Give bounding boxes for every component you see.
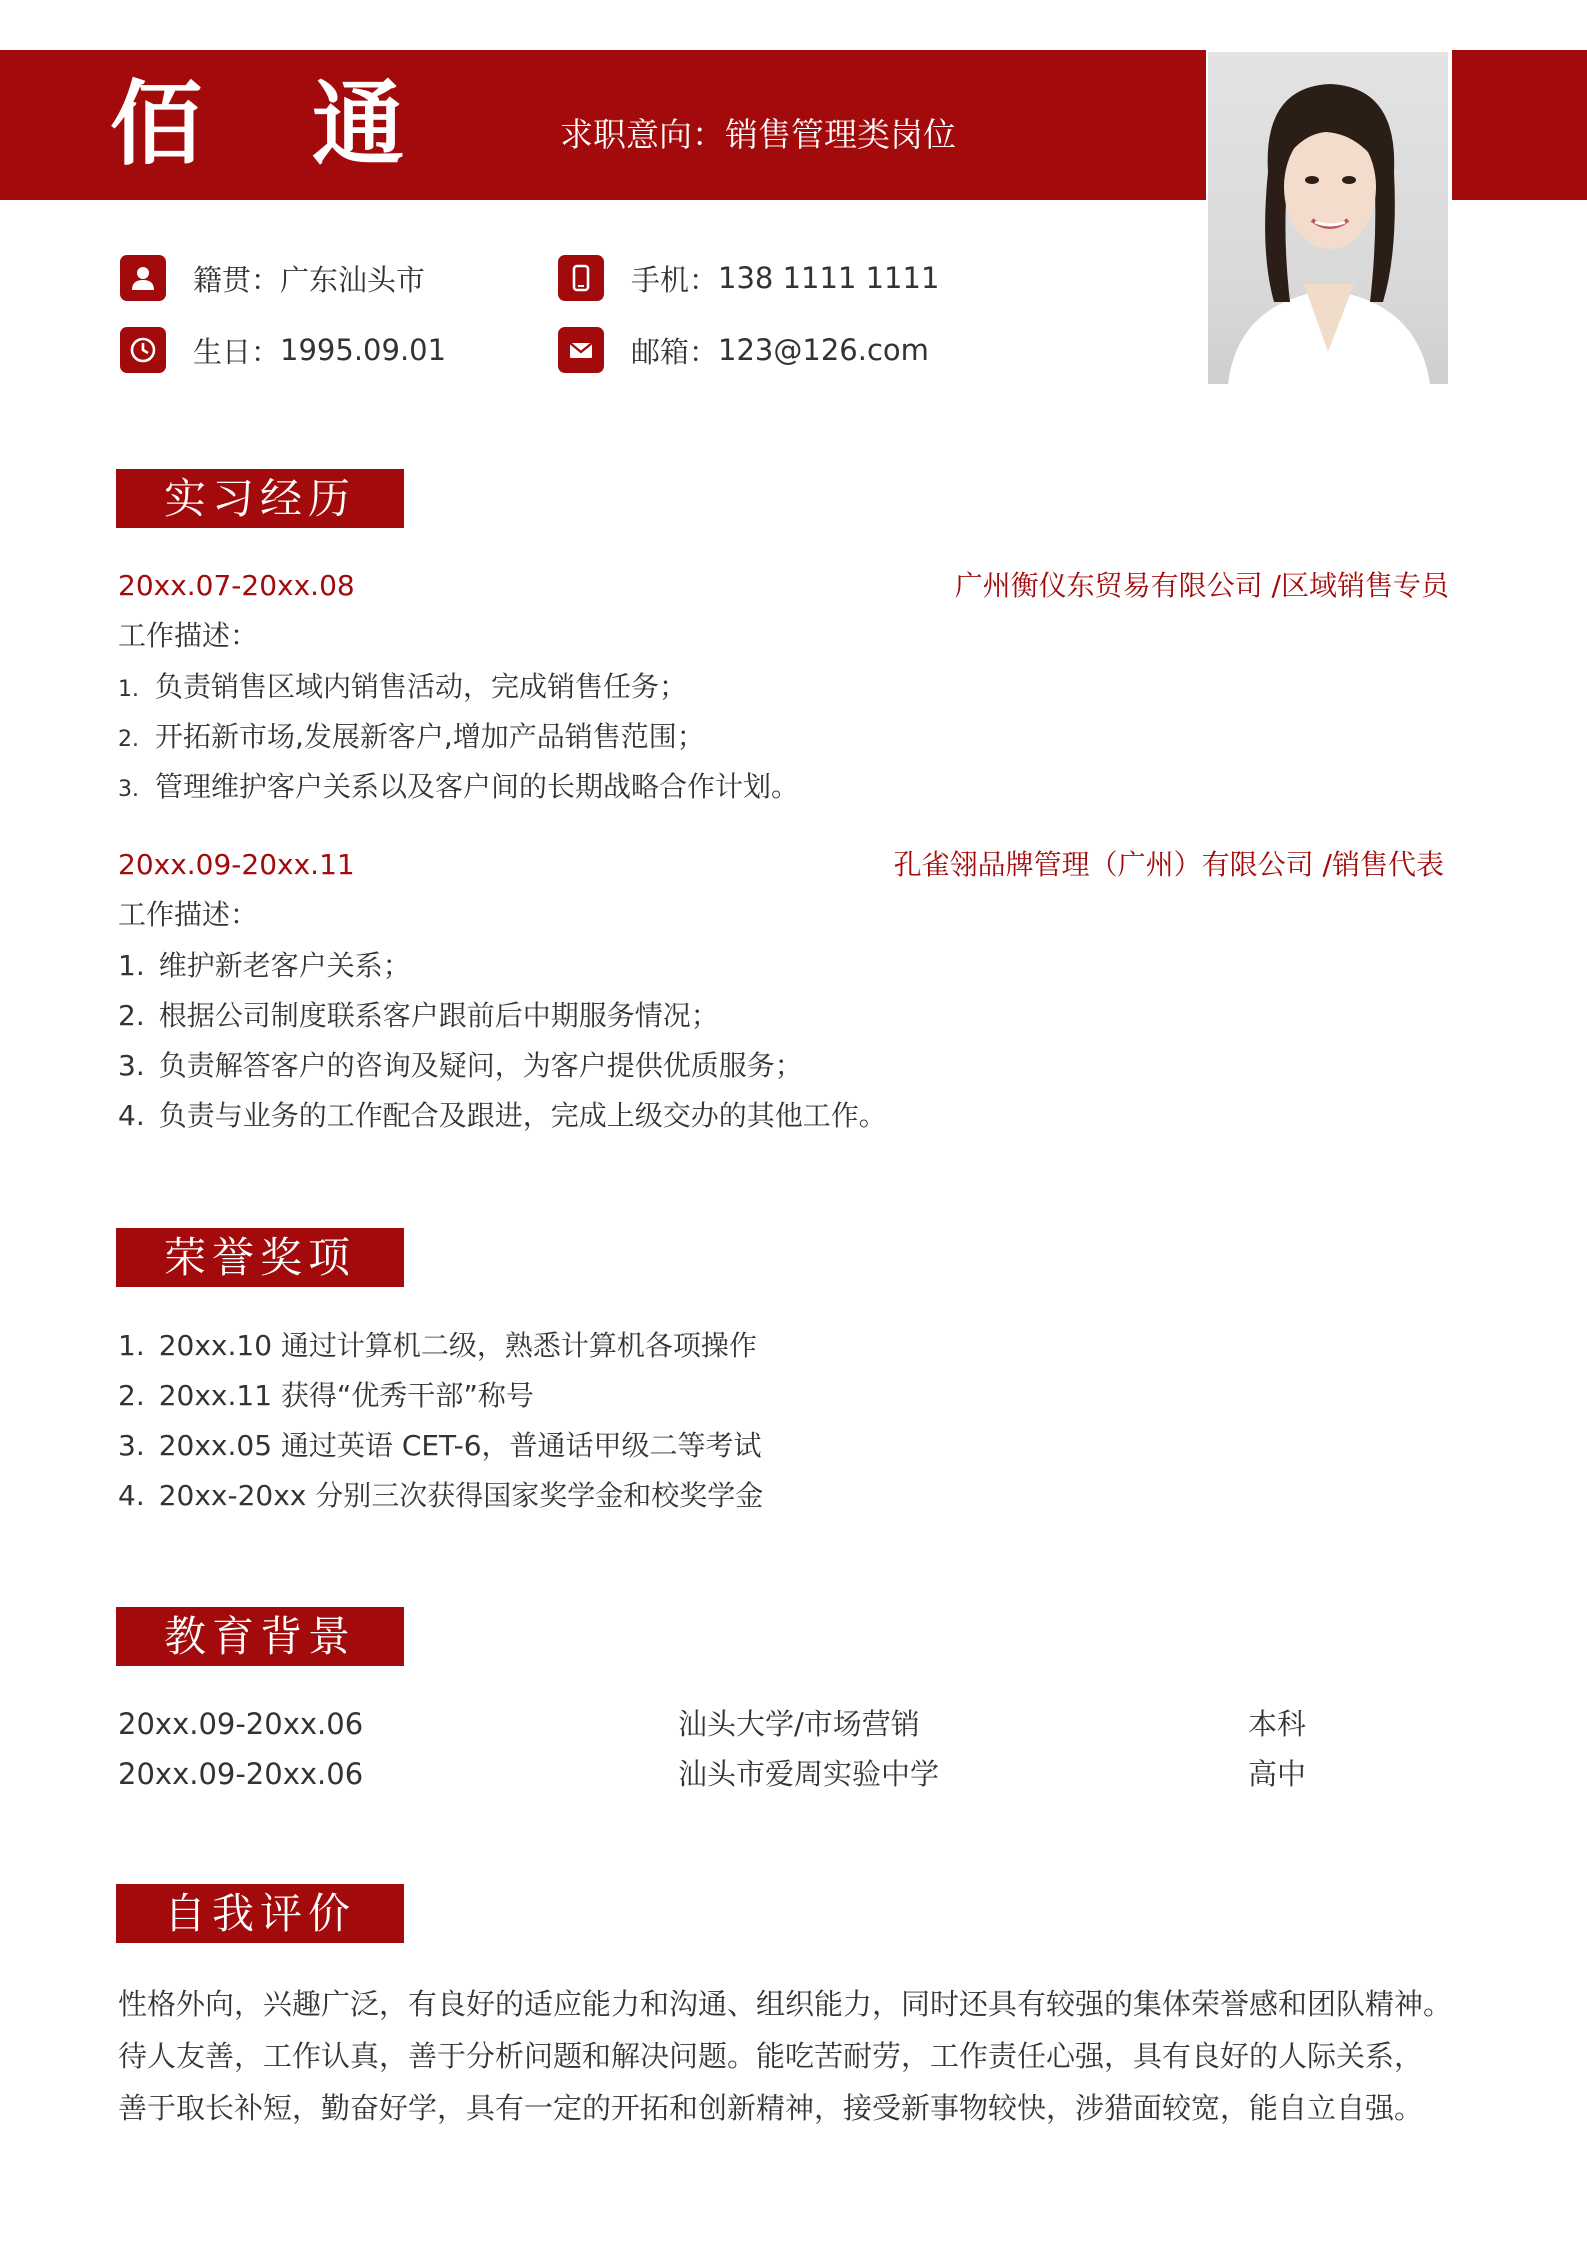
info-phone-label: 手机： <box>631 262 719 297</box>
job-intent-value: 销售管理类岗位 <box>725 115 956 154</box>
section-title-honors: 荣誉奖项 <box>116 1228 404 1287</box>
clock-icon <box>120 327 166 373</box>
job-2-company: 孔雀翎品牌管理（广州）有限公司 /销售代表 <box>893 848 1444 881</box>
item-num: 1. <box>118 677 139 702</box>
info-email <box>558 326 929 374</box>
item-text: 负责与业务的工作配合及跟进，完成上级交办的其他工作。 <box>158 1099 887 1132</box>
job-intent <box>560 105 956 165</box>
edu-2-degree: 高中 <box>1248 1757 1307 1791</box>
profile-photo <box>1208 52 1448 384</box>
item-num: 2. <box>118 999 145 1032</box>
item-text: 20xx.10 通过计算机二级，熟悉计算机各项操作 <box>158 1329 757 1362</box>
info-email-label: 邮箱： <box>631 334 719 369</box>
item-text: 维护新老客户关系； <box>158 949 411 982</box>
edu-2-school: 汕头市爱周实验中学 <box>678 1757 940 1791</box>
info-birthday-value: 1995.09.01 <box>280 333 447 367</box>
user-icon <box>120 255 166 301</box>
info-email-value[interactable]: 123@126.com <box>718 333 929 367</box>
item-text: 开拓新市场,发展新客户,增加产品销售范围； <box>155 720 705 753</box>
info-birthday-label: 生日： <box>193 334 281 369</box>
edu-1-dates: 20xx.09-20xx.06 <box>118 1707 364 1741</box>
info-phone-value[interactable]: 138 1111 1111 <box>718 261 940 295</box>
self-eval-line: 待人友善，工作认真，善于分析问题和解决问题。能吃苦耐劳，工作责任心强，具有良好的人际关系， <box>118 2039 1424 2073</box>
item-num: 3. <box>118 1049 145 1082</box>
info-phone <box>558 254 939 302</box>
job-1-item <box>118 767 799 810</box>
job-2-dates: 20xx.09-20xx.11 <box>118 848 355 881</box>
item-text: 管理维护客户关系以及客户间的长期战略合作计划。 <box>155 770 800 803</box>
self-eval-line: 善于取长补短，勤奋好学，具有一定的开拓和创新精神，接受新事物较快，涉猎面较宽，能自立自强。 <box>118 2091 1424 2125</box>
job-1-company: 广州衡仪东贸易有限公司 /区域销售专员 <box>954 569 1449 602</box>
item-num: 1. <box>118 949 145 982</box>
section-title-self-eval: 自我评价 <box>116 1884 404 1943</box>
honor-item <box>118 1426 762 1466</box>
item-num: 1. <box>118 1329 145 1362</box>
header-bar-right <box>1452 50 1587 200</box>
item-num: 4. <box>118 1479 145 1512</box>
self-eval-line: 性格外向，兴趣广泛，有良好的适应能力和沟通、组织能力，同时还具有较强的集体荣誉感和团队精神。 <box>118 1987 1453 2021</box>
job-1-desc-label: 工作描述： <box>118 619 259 652</box>
item-text: 20xx.11 获得“优秀干部”称号 <box>158 1379 534 1412</box>
honor-item <box>118 1326 757 1366</box>
info-birthday <box>120 326 446 374</box>
info-hometown-value: 广东汕头市 <box>280 262 426 297</box>
honor-item <box>118 1476 763 1516</box>
job-intent-label: 求职意向： <box>560 115 725 154</box>
section-title-education: 教育背景 <box>116 1607 404 1666</box>
mail-icon <box>558 327 604 373</box>
item-text: 20xx.05 通过英语 CET-6，普通话甲级二等考试 <box>158 1429 762 1462</box>
item-text: 20xx-20xx 分别三次获得国家奖学金和校奖学金 <box>158 1479 764 1512</box>
item-num: 2. <box>118 727 139 752</box>
portrait-illustration <box>1208 52 1448 384</box>
item-num: 4. <box>118 1099 145 1132</box>
section-title-internship: 实习经历 <box>116 469 404 528</box>
job-2-item <box>118 946 411 986</box>
job-1-dates: 20xx.07-20xx.08 <box>118 569 355 602</box>
item-text: 根据公司制度联系客户跟前后中期服务情况； <box>158 999 719 1032</box>
info-hometown-label: 籍贯： <box>193 262 281 297</box>
job-2-item <box>118 996 719 1036</box>
job-1-item <box>118 667 687 710</box>
item-num: 2. <box>118 1379 145 1412</box>
edu-2-dates: 20xx.09-20xx.06 <box>118 1757 364 1791</box>
item-num: 3. <box>118 777 139 802</box>
item-text: 负责解答客户的咨询及疑问，为客户提供优质服务； <box>158 1049 803 1082</box>
item-num: 3. <box>118 1429 145 1462</box>
phone-icon <box>558 255 604 301</box>
candidate-name: 佰通 <box>110 71 515 178</box>
honor-item <box>118 1376 534 1416</box>
job-2-item <box>118 1096 887 1136</box>
item-text: 负责销售区域内销售活动，完成销售任务； <box>155 670 688 703</box>
edu-1-school: 汕头大学/市场营销 <box>678 1707 920 1741</box>
job-1-item <box>118 717 705 760</box>
edu-1-degree: 本科 <box>1248 1707 1307 1741</box>
info-hometown <box>120 254 425 302</box>
job-2-desc-label: 工作描述： <box>118 898 259 931</box>
job-2-item <box>118 1046 803 1086</box>
